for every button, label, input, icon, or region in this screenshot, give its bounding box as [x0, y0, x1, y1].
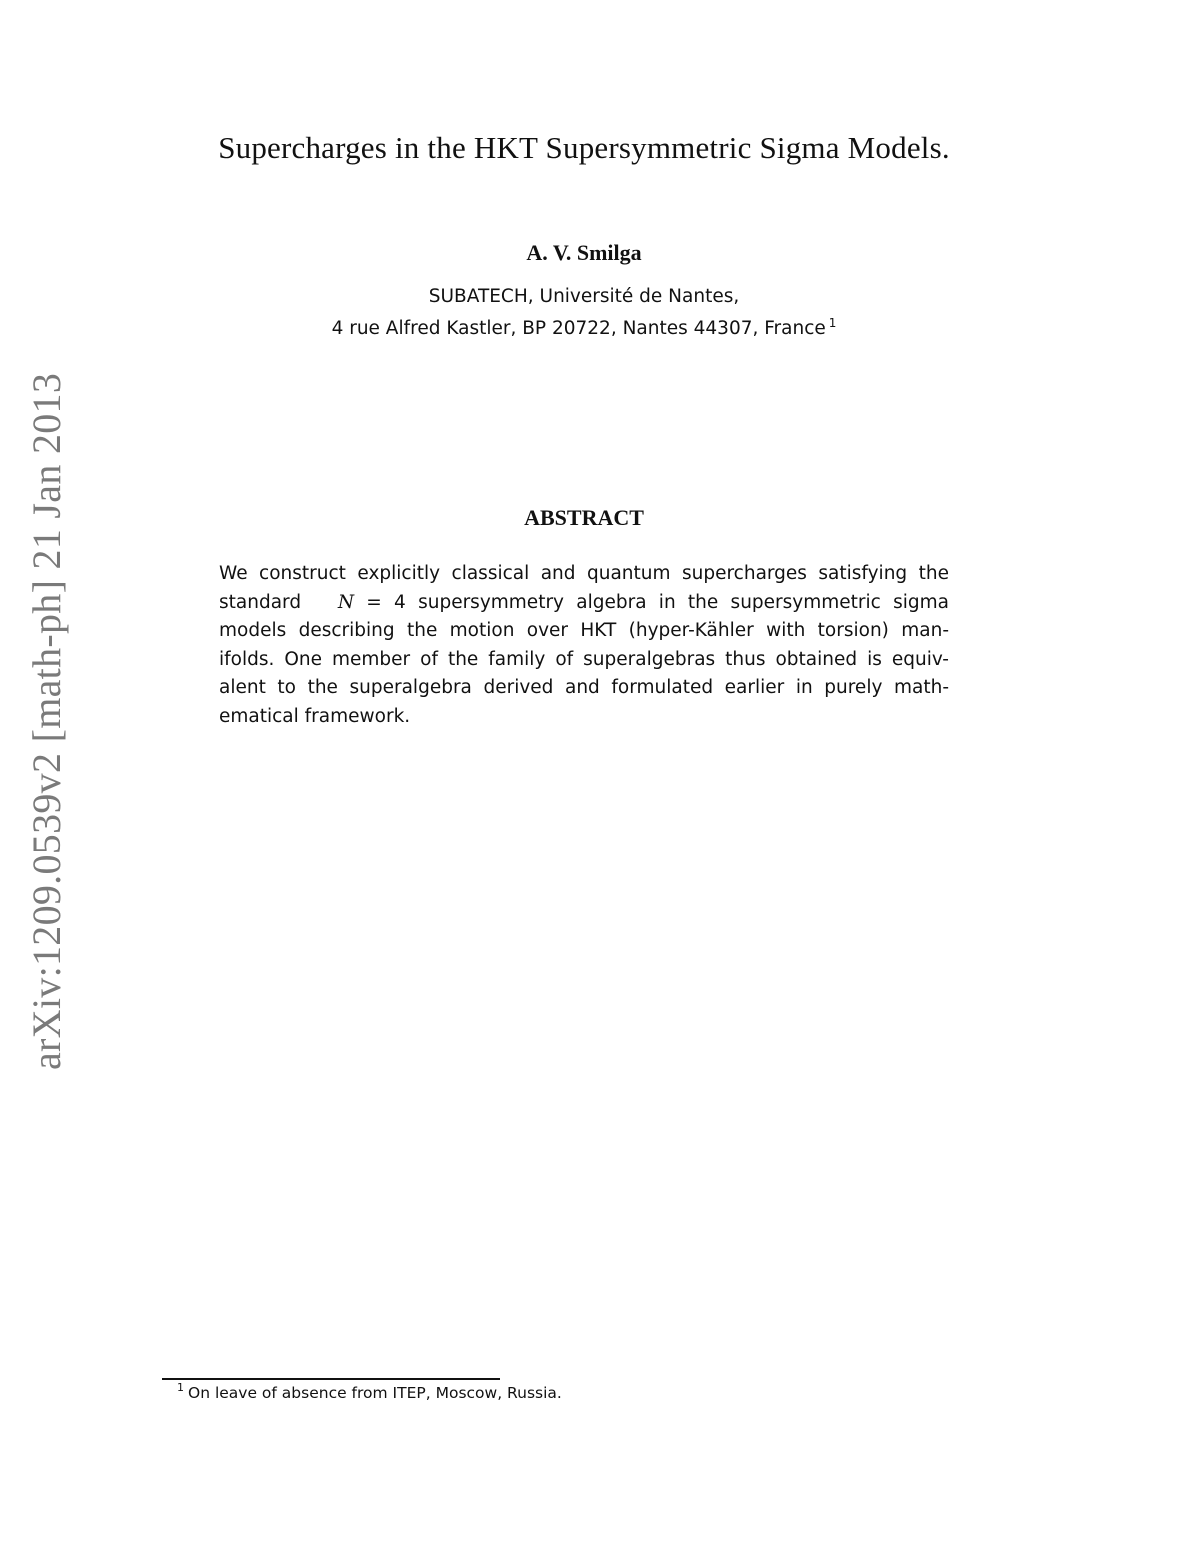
arxiv-identifier-stamp: arXiv:1209.0539v2 [math-ph] 21 Jan 2013 [24, 372, 69, 1070]
abstract-line [219, 589, 949, 618]
abstract-line-2-post: = 4 supersymmetry algebra in the supersymmetric sigma [366, 591, 949, 613]
affiliation-footnote-mark: 1 [828, 316, 837, 330]
math-n-symbol: N [337, 591, 355, 613]
paper-title: Supercharges in the HKT Supersymmetric Sigma Models. [218, 130, 950, 165]
abstract-line: We construct explicitly classical and quantum supercharges satisfying the [219, 563, 949, 584]
footnote-text: On leave of absence from ITEP, Moscow, Russia. [188, 1384, 562, 1402]
author-name: A. V. Smilga [526, 240, 642, 265]
abstract-line: models describing the motion over HKT (hyper-Kähler with torsion) man- [219, 620, 949, 641]
abstract-heading: ABSTRACT [524, 505, 644, 530]
abstract-line-2-pre: standard [219, 591, 302, 613]
abstract-body [219, 560, 949, 731]
footnote-rule [162, 1378, 500, 1380]
footnote-mark: 1 [177, 1381, 184, 1394]
affiliation-line-1: SUBATECH, Université de Nantes, [428, 286, 740, 307]
abstract-line: alent to the superalgebra derived and formulated earlier in purely math- [219, 677, 949, 698]
affiliation-address: 4 rue Alfred Kastler, BP 20722, Nantes 44307, France [331, 318, 826, 339]
footnote [177, 1381, 562, 1402]
abstract-line: ematical framework. [219, 705, 411, 727]
affiliation-line-2 [0, 318, 1168, 339]
abstract-line: ifolds. One member of the family of superalgebras thus obtained is equiv- [219, 648, 949, 670]
